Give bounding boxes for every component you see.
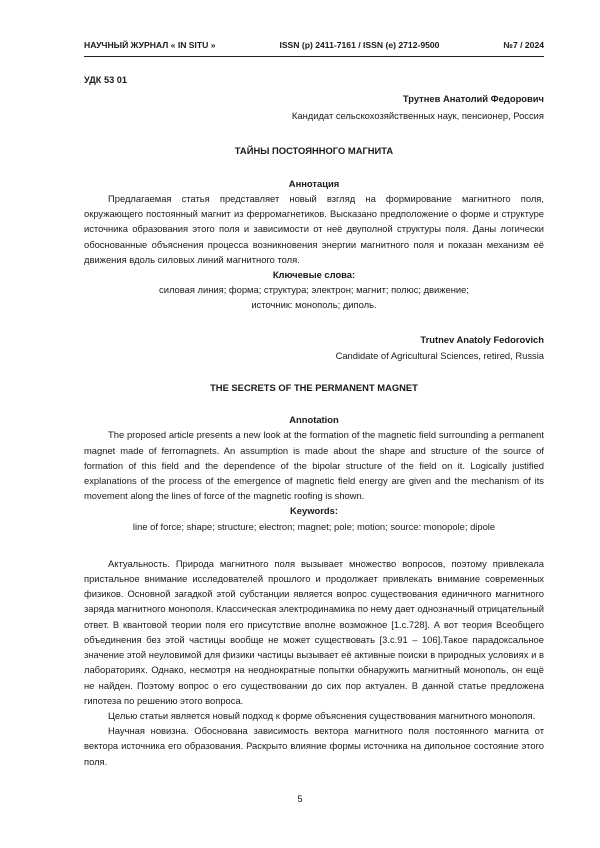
article-content bbox=[84, 66, 544, 769]
keywords-ru-line2: источник: монополь; диполь. bbox=[251, 299, 377, 311]
issn-numbers: ISSN (p) 2411-7161 / ISSN (e) 2712-9500 bbox=[279, 40, 440, 50]
abstract-ru: Предлагаемая статья представляет новый взгляд на формирование магнитного поля, окружающего постоянный магнит из ферромагнетиков. Высказано предположение о форме и структуре источника образования этого поля и зависимости от неё двуполной структуры поля. Даны логически обоснованные объяснения процесса возникновения энергии магнитного поля и показан механизм её движения вдоль силовых линий магнитного толя. bbox=[84, 193, 544, 265]
journal-name: НАУЧНЫЙ ЖУРНАЛ « IN SITU » bbox=[84, 40, 216, 50]
author-name-en: Trutnev Anatoly Fedorovich bbox=[420, 333, 544, 345]
article-title-en: THE SECRETS OF THE PERMANENT MAGNET bbox=[210, 382, 418, 394]
abstract-en: The proposed article presents a new look at the formation of the magnetic field surrounding a permanent magnet made of ferromagnets. An assumption is made about the shape and structure of the source of formation of this field and the dependence of the bipolar structure of the field on it. Logically justified explanations of the process of the emergence of magnetic field energy are given and the mechanism of its movement along the lines of force of the magnetic roofing is shown. bbox=[84, 429, 544, 502]
article-title-ru: ТАЙНЫ ПОСТОЯННОГО МАГНИТА bbox=[234, 144, 394, 156]
author-name-ru: Трутнев Анатолий Федорович bbox=[402, 93, 544, 105]
abstract-heading-ru: Аннотация bbox=[288, 177, 340, 189]
keywords-ru-line1: силовая линия; форма; структура; электрон; магнит; полюс; движение; bbox=[159, 284, 469, 296]
keywords-heading-en: Keywords: bbox=[290, 505, 338, 517]
udk-code: УДК 53 01 bbox=[84, 75, 127, 85]
page-number: 5 bbox=[297, 793, 303, 804]
running-header bbox=[84, 40, 544, 54]
body-paragraph-goal: Целью статьи является новый подход к форме объяснения существования магнитного монополя. bbox=[108, 709, 536, 721]
issue-number: №7 / 2024 bbox=[503, 40, 544, 50]
keywords-en: line of force; shape; structure; electron; magnet; pole; motion; source: monopole; dipole bbox=[132, 520, 496, 532]
abstract-heading-en: Annotation bbox=[289, 414, 339, 426]
body-paragraph-relevance: Актуальность. Природа магнитного поля вызывает множество вопросов, поэтому привлекала пристальное внимание исследователей прошлого и продолжает привлекать внимание современных физиков. Основной загадкой этой субстанции является вопрос существования единичного магнитного заряда магнитного монополя. Классическая электродинамика по нему дает однозначный отрицательный ответ. В квантовой теории поля его присутствие вполне возможное [1.с.728]. А вот теория Всеобщего объединения без этой частицы вообще не может существовать [3.с.91 – 106].Такое парадоксальное значение этой неуловимой для физики частицы вызывает её активные поиски в природных условиях и в лабораториях. Однако, несмотря на неоднократные попытки обнаружить магнитный монополь, он ещё не найден. Поэтому вопрос о его существовании до сих пор актуален. В данной статье предложена гипотеза по решению этого вопроса. bbox=[84, 557, 544, 706]
header-rule bbox=[84, 56, 544, 57]
body-paragraph-novelty: Научная новизна. Обоснована зависимость вектора магнитного поля постоянного магнита от вектора источника его образования. Раскрыто влияние формы источника на дипольное состояние этого поля. bbox=[84, 725, 544, 767]
keywords-heading-ru: Ключевые слова: bbox=[272, 269, 356, 281]
author-affiliation-ru: Кандидат сельскохозяйственных наук, пенсионер, Россия bbox=[291, 110, 544, 122]
author-affiliation-en: Candidate of Agricultural Sciences, retired, Russia bbox=[335, 349, 544, 361]
